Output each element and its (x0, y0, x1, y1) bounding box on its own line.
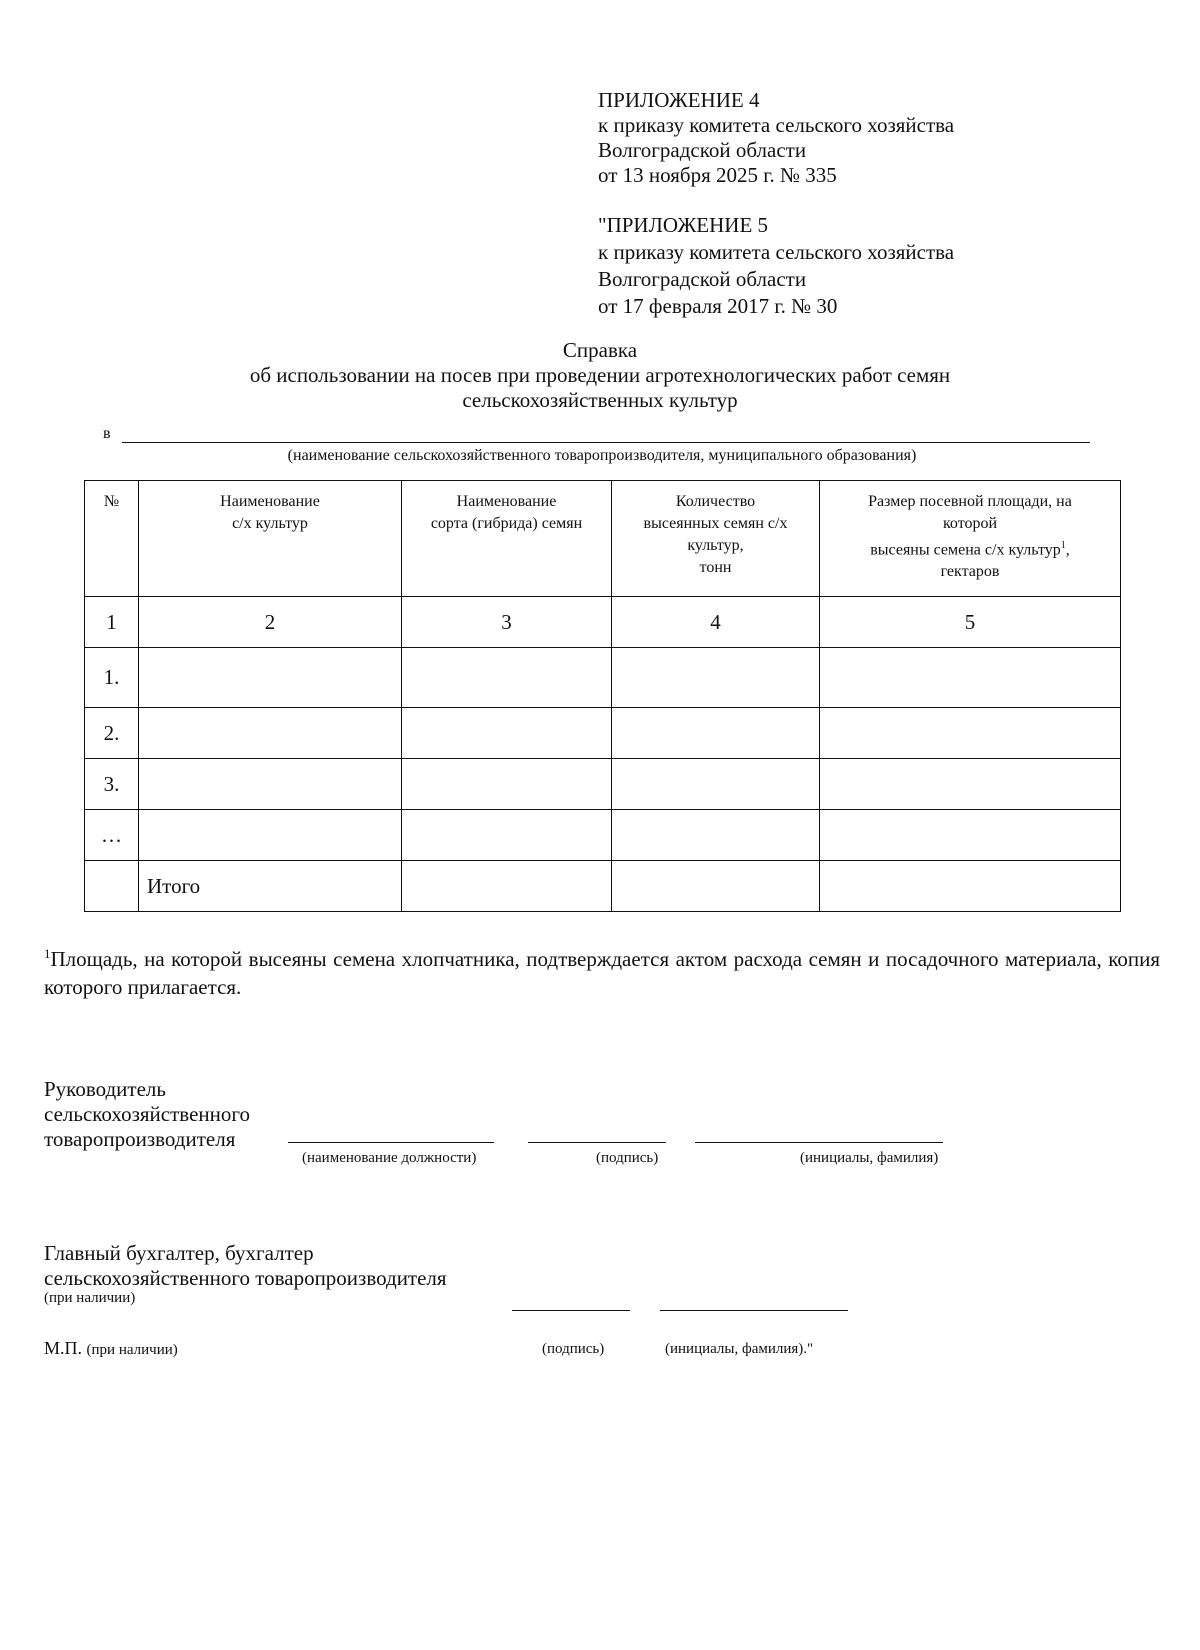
accountant-signature-caption: (подпись) (542, 1341, 605, 1357)
footnote (44, 940, 1160, 1001)
accountant-name-line[interactable] (660, 1310, 848, 1311)
header-area-line3 (820, 535, 1120, 561)
head-title-block (44, 1077, 250, 1152)
accountant-title-line1: Главный бухгалтер, бухгалтер (44, 1241, 314, 1265)
column-number: 3 (402, 597, 612, 648)
table-cell (85, 861, 139, 912)
header-crop-line1: Наименование (220, 493, 320, 510)
head-position-line[interactable] (288, 1142, 494, 1143)
table-row (85, 759, 1121, 810)
column-number-row (85, 597, 1121, 648)
stamp-main: М.П. (44, 1338, 83, 1358)
row-index: 1. (85, 648, 139, 708)
document-title (0, 338, 1200, 413)
header-number (85, 481, 139, 597)
head-name-caption: (инициалы, фамилия) (800, 1150, 939, 1166)
column-number: 4 (612, 597, 820, 648)
head-signature-caption: (подпись) (596, 1150, 659, 1166)
table-cell[interactable] (139, 708, 402, 759)
head-position-caption: (наименование должности) (302, 1150, 477, 1166)
table-cell[interactable] (820, 759, 1121, 810)
table-cell[interactable] (612, 861, 820, 912)
total-label: Итого (139, 861, 402, 912)
accountant-title-line2: сельскохозяйственного товаропроизводителя (44, 1266, 447, 1290)
appendix-5-region: Волгоградской области (598, 267, 807, 291)
header-area-line2: которой (942, 515, 998, 532)
title-line-2: об использовании на посев при проведении агротехнологических работ семян (249, 363, 951, 387)
appendix-4-title: ПРИЛОЖЕНИЕ 4 (598, 88, 760, 112)
table-cell[interactable] (139, 759, 402, 810)
appendix-4-region: Волгоградской области (598, 138, 807, 162)
producer-name-line[interactable] (122, 442, 1090, 443)
head-title-line2: сельскохозяйственного (44, 1102, 250, 1126)
header-crop (139, 481, 402, 597)
header-quantity-line1: Количество (675, 493, 756, 510)
table-cell[interactable] (612, 759, 820, 810)
footnote-marker: 1 (44, 946, 51, 961)
header-quantity-line4: тонн (699, 559, 732, 576)
header-crop-line2: с/х культур (232, 515, 308, 532)
table-cell[interactable] (402, 648, 612, 708)
appendix-4-date: от 13 ноября 2025 г. № 335 (598, 163, 837, 187)
appendix-5-date: от 17 февраля 2017 г. № 30 (598, 294, 838, 318)
table-cell[interactable] (402, 708, 612, 759)
table-cell[interactable] (612, 708, 820, 759)
appendix-4-header (598, 88, 954, 188)
column-number: 2 (139, 597, 402, 648)
table-cell[interactable] (139, 810, 402, 861)
header-quantity-line2: высеянных семян с/х (643, 515, 788, 532)
producer-prefix: в (103, 425, 111, 442)
header-area-footnote-marker: 1 (1060, 540, 1066, 551)
header-variety-line2: сорта (гибрида) семян (430, 515, 583, 532)
accountant-signature-line[interactable] (512, 1310, 630, 1311)
header-area-line3-text: высеяны семена с/х культур (870, 541, 1061, 559)
header-number-label: № (103, 493, 120, 510)
header-variety-line1: Наименование (456, 493, 557, 510)
appendix-5-title: "ПРИЛОЖЕНИЕ 5 (598, 213, 769, 237)
table-cell[interactable] (820, 810, 1121, 861)
table-cell[interactable] (402, 810, 612, 861)
stamp-note: (при наличии) (86, 1342, 178, 1358)
header-area-comma: , (1065, 541, 1070, 559)
appendix-5-order-line: к приказу комитета сельского хозяйства (598, 240, 955, 264)
table-row (85, 810, 1121, 861)
head-title-line3: товаропроизводителя (44, 1127, 236, 1151)
footnote-text: Площадь, на которой высеяны семена хлопчатника, подтверждается актом расхода семян и посадочного материала, копия которого прилагается. (44, 947, 1160, 999)
table-cell[interactable] (612, 648, 820, 708)
column-number: 1 (85, 597, 139, 648)
table-cell[interactable] (402, 861, 612, 912)
table-cell[interactable] (820, 648, 1121, 708)
title-line-3: сельскохозяйственных культур (462, 388, 738, 412)
table-header-row (85, 481, 1121, 597)
seeds-table (84, 480, 1121, 912)
row-index: … (85, 810, 139, 861)
header-quantity (612, 481, 820, 597)
head-title-line1: Руководитель (44, 1077, 166, 1101)
appendix-4-order-line: к приказу комитета сельского хозяйства (598, 113, 955, 137)
accountant-note: (при наличии) (44, 1290, 136, 1306)
table-row (85, 708, 1121, 759)
appendix-5-header (598, 212, 954, 320)
stamp-label (44, 1338, 178, 1359)
table-cell[interactable] (139, 648, 402, 708)
header-variety (402, 481, 612, 597)
header-quantity-line3: культур, (687, 537, 744, 554)
header-area-line4: гектаров (940, 563, 1000, 581)
table-cell[interactable] (820, 861, 1121, 912)
row-index: 3. (85, 759, 139, 810)
accountant-name-caption: (инициалы, фамилия)." (665, 1341, 814, 1357)
header-area-line1: Размер посевной площади, на (868, 493, 1072, 510)
table-cell[interactable] (612, 810, 820, 861)
head-signature-line[interactable] (528, 1142, 666, 1143)
accountant-title-block (44, 1241, 447, 1291)
table-cell[interactable] (402, 759, 612, 810)
head-name-line[interactable] (695, 1142, 943, 1143)
column-number: 5 (820, 597, 1121, 648)
producer-caption: (наименование сельскохозяйственного товаропроизводителя, муниципального образования) (287, 447, 917, 464)
row-index: 2. (85, 708, 139, 759)
table-cell[interactable] (820, 708, 1121, 759)
table-row (85, 648, 1121, 708)
header-area (820, 481, 1121, 597)
title-word: Справка (562, 338, 638, 362)
total-row (85, 861, 1121, 912)
